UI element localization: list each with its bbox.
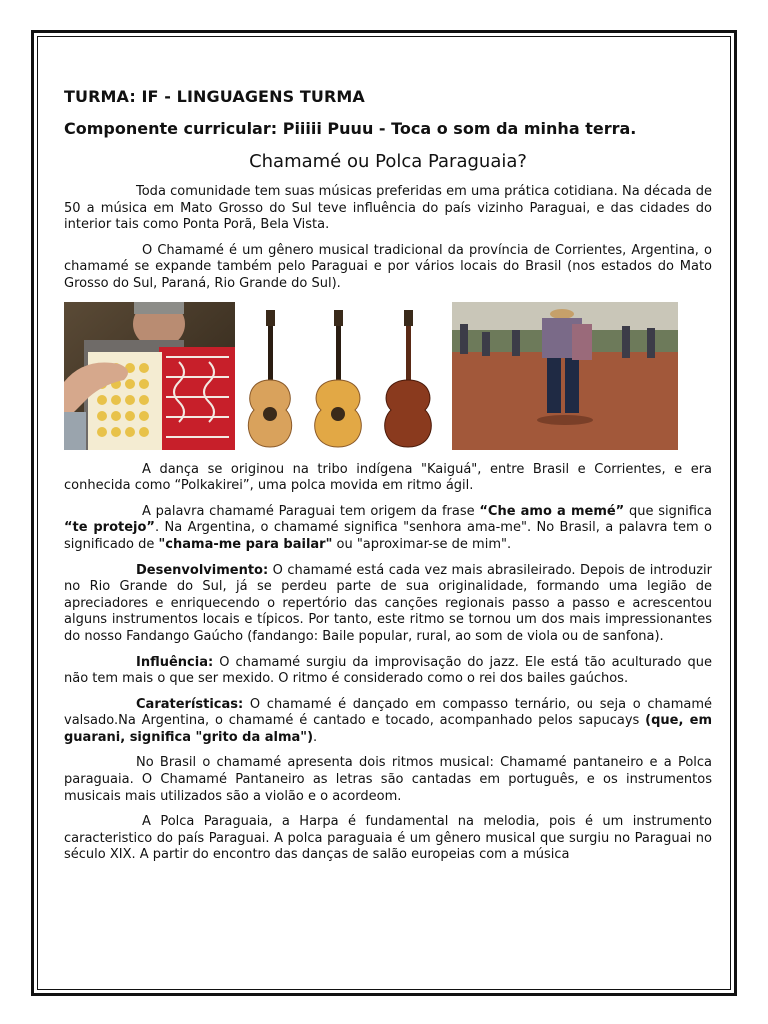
paragraph-development: Desenvolvimento: O chamamé está cada vez mais abrasileirado. Depois de introduzir no Rio Grande do Sul, já se perdeu parte de sua originalidade, formando uma legião de apreciadores e enriquecendo o repertório das canções regionais passo a passo e acrescentou alguns instrumentos locais e típicos. Por tanto, este ritmo se tornou um dos mais impressionantes do nosso Fandango Gaúcho (fandango: Baile popular, rural, ao som de viola ou de sanfona). [64, 562, 712, 644]
dancing-couple-photo [452, 302, 678, 450]
paragraph-characteristics: Caraterísticas: O chamamé é dançado em compasso ternário, ou seja o chamamé valsado.Na Argentina, o chamamé é cantado e tocado, acompanhado pelos sapucays (que, em guarani, significa "grito da alma"). [64, 696, 712, 745]
paragraph-8: No Brasil o chamamé apresenta dois ritmos musical: Chamamé pantaneiro e a Polca paraguaia. O Chamamé Pantaneiro as letras são cantadas em português, e os instrumentos musicais mais utilizados são a violão e o acordeom. [64, 755, 712, 804]
paragraph-9: A Polca Paraguaia, a Harpa é fundamental na melodia, pois é um instrumento caracteristico do país Paraguai. A polca paraguaia é um gênero musical que surgiu no Paraguai no século XIX. A partir do encontro das danças de salão europeias com a música [64, 814, 712, 863]
paragraph-1: Toda comunidade tem suas músicas preferidas em uma prática cotidiana. Na década de 50 a música em Mato Grosso do Sul teve influência do país vizinho Paraguai, e das cidades do interior tais como Ponta Porã, Bela Vista. [64, 184, 712, 233]
curricular-component-heading: Componente curricular: Piiiii Puuu - Toca o som da minha terra. [64, 119, 637, 138]
document-title: Chamamé ou Polca Paraguaia? [249, 151, 527, 172]
three-guitars-photo [236, 302, 451, 450]
paragraph-2: O Chamamé é um gênero musical tradicional da província de Corrientes, Argentina, o chamamé se expande também pelo Paraguai e por vários locais do Brasil (nos estados do Mato Grosso do Sul, Paraná, Rio Grande do Sul). [64, 242, 712, 291]
paragraph-4: A palavra chamamé Paraguai tem origem da frase “Che amo a memé” que significa “te protejo”. Na Argentina, o chamamé significa "senhora ama-me". No Brasil, a palavra tem o significado de "chama-me para bailar" ou "aproximar-se de mim". [64, 503, 713, 552]
paragraph-influence: Influência: O chamamé surgiu da improvisação do jazz. Ele está tão aculturado que não tem mais o que ser mexido. O ritmo é considerado como o rei dos bailes gaúchos. [64, 654, 712, 687]
paragraph-3: A dança se originou na tribo indígena "Kaiguá", entre Brasil e Corrientes, e era conhecida como “Polkakirei”, uma polca movida em ritmo ágil. [64, 461, 712, 494]
class-heading: TURMA: IF - LINGUAGENS TURMA [64, 87, 365, 106]
illustration-row [64, 302, 712, 450]
accordion-player-photo [64, 302, 235, 450]
document-body [64, 86, 712, 873]
